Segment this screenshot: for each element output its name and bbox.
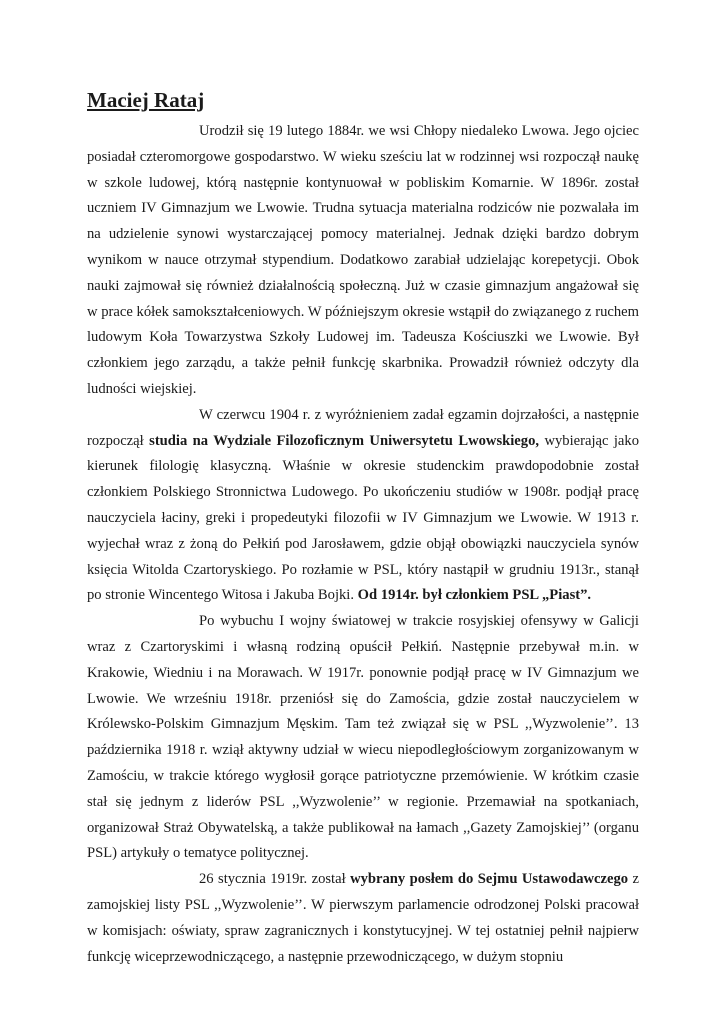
text-run: W czerwcu 1904 r. z wyróżnieniem zadał egzamin dojrzałości, a następnie rozpoczął	[87, 406, 639, 449]
text-run: wybierając jako kierunek filologię klasyczną. Właśnie w okresie studenckim prawdopodobnie został członkiem Polskiego Stronnictwa Ludowego. Po ukończeniu studiów w 1908r. podjął pracę nauczyciela łaciny, greki i propedeutyki filozofii w IV Gimnazjum we Lwowie. W 1913 r. wyjechał wraz z żoną do Pełkiń pod Jarosławem, gdzie objął obowiązki nauczyciela synów księcia Witolda Czartoryskiego. Po rozłamie w PSL, który nastąpił w grudniu 1913r., stanął po stronie Wincentego Witosa i Jakuba Bojki.	[87, 432, 639, 604]
paragraph	[87, 609, 639, 867]
text-run: Urodził się 19 lutego 1884r. we wsi Chłopy niedaleko Lwowa. Jego ojciec posiadał czteromorgowe gospodarstwo. W wieku sześciu lat w rodzinnej wsi rozpoczął naukę w szkole ludowej, którą następnie kontynuował w pobliskim Komarnie. W 1896r. został uczniem IV Gimnazjum we Lwowie. Trudna sytuacja materialna rodziców nie pozwalała im na udzielenie synowi wystarczającej pomocy materialnej. Jednak dzięki bardzo dobrym wynikom w nauce otrzymał stypendium. Dodatkowo zarabiał udzielając korepetycji. Obok nauki zajmował się również działalnością społeczną. Już w czasie gimnazjum angażował się w prace kółek samokształceniowych. W późniejszym okresie wstąpił do związanego z ruchem ludowym Koła Towarzystwa Szkoły Ludowej im. Tadeusza Kościuszki we Lwowie. Był członkiem jego zarządu, a także pełnił funkcję skarbnika. Prowadził również odczyty dla ludności wiejskiej.	[87, 123, 639, 397]
text-run: z zamojskiej listy PSL ,,Wyzwolenie’’. W pierwszym parlamencie odrodzonej Polski pracował w komisjach: oświaty, spraw zagranicznych i konstytucyjnej. W tej ostatniej pełnił najpierw funkcję wiceprzewodniczącego, a następnie przewodniczącego, w dużym stopniu	[87, 871, 639, 965]
document-body	[87, 119, 639, 970]
bold-text-run: wybrany posłem do Sejmu Ustawodawczego	[350, 871, 629, 888]
paragraph	[87, 119, 639, 403]
bold-text-run: Od 1914r. był członkiem PSL „Piast”.	[357, 587, 592, 604]
text-run: Po wybuchu I wojny światowej w trakcie rosyjskiej ofensywy w Galicji wraz z Czartoryskimi i własną rodziną opuścił Pełkiń. Następnie przebywał m.in. w Krakowie, Wiedniu i na Morawach. W 1917r. ponownie podjął pracę w IV Gimnazjum we Lwowie. We wrześniu 1918r. przeniósł się do Zamościa, gdzie został nauczycielem w Królewsko-Polskim Gimnazjum Męskim. Tam też związał się w PSL ,,Wyzwolenie’’. 13 października 1918 r. wziął aktywny udział w wiecu niepodległościowym zorganizowanym w Zamościu, w trakcie którego wygłosił gorące patriotyczne przemówienie. W krótkim czasie stał się jednym z liderów PSL ,,Wyzwolenie’’ w regionie. Przemawiał na spotkaniach, organizował Straż Obywatelską, a także publikował na łamach ,,Gazety Zamojskiej’’ (organu PSL) artykuły o tematyce politycznej.	[87, 613, 639, 862]
paragraph	[87, 867, 639, 970]
bold-text-run: studia na Wydziale Filozoficznym Uniwersytetu Lwowskiego,	[149, 432, 540, 449]
document-title: Maciej Rataj	[87, 88, 205, 112]
paragraph	[87, 403, 639, 609]
text-run: 26 stycznia 1919r. został	[199, 871, 351, 888]
